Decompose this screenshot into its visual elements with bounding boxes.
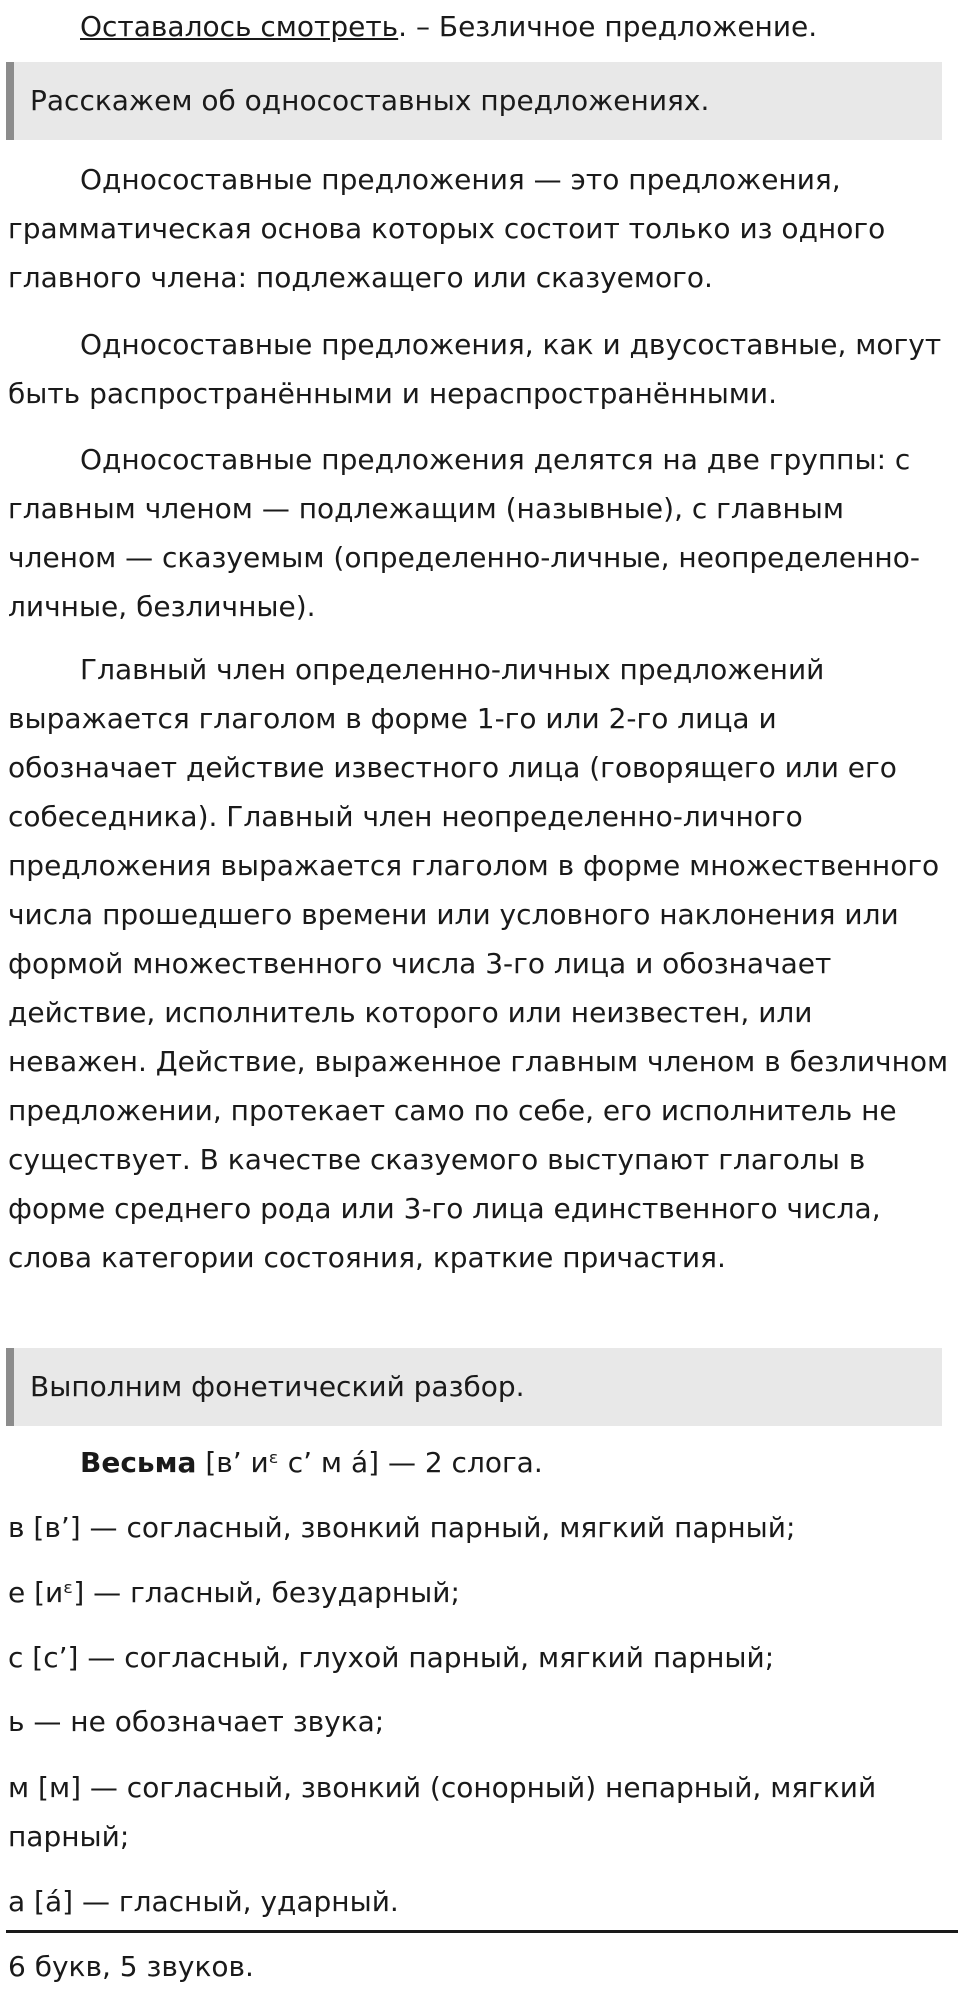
section-header-phonetic-analysis: Выполним фонетический разбор. [6, 1348, 942, 1426]
sound-line: е [иᵋ] — гласный, безударный; [8, 1576, 460, 1609]
divider-line [6, 1930, 958, 1933]
underlined-phrase: Оставалось смотреть [80, 10, 399, 43]
transcription: [в’ иᵋ с’ м а́] — 2 слога. [196, 1446, 543, 1479]
paragraph: Односоставные предложения делятся на две группы: с главным членом — подлежащим (назывные), с главным членом — сказуемым (определенно-личные, неопределенно-личные, безличные). [8, 443, 920, 623]
paragraph: Главный член определенно-личных предложений выражается глаголом в форме 1-го или 2-го лица и обозначает действие известного лица (говорящего или его собеседника). Главный член неопределенно-личного предложения выражается глаголом в форме множественного числа прошедшего времени или условного наклонения или формой множественного числа 3-го лица и обозначает действие, исполнитель которого или неизвестен, или неважен. Действие, выраженное главным членом в безличном предложении, протекает само по себе, его исполнитель не существует. В качестве сказуемого выступают глаголы в форме среднего рода или 3-го лица единственного числа, слова категории состояния, краткие причастия. [8, 653, 949, 1274]
sound-line: а [а́] — гласный, ударный. [8, 1885, 399, 1918]
intro-rest: . – Безличное предложение. [398, 10, 818, 43]
section-header-one-part-sentences: Расскажем об односоставных предложениях. [6, 62, 942, 140]
summary: 6 букв, 5 звуков. [8, 1950, 254, 1983]
paragraph: Односоставные предложения, как и двусоставные, могут быть распространёнными и нераспространёнными. [8, 328, 942, 410]
sound-line: м [м] — согласный, звонкий (сонорный) непарный, мягкий парный; [8, 1771, 877, 1853]
sound-line: с [с’] — согласный, глухой парный, мягкий парный; [8, 1641, 775, 1674]
paragraph: Односоставные предложения — это предложения, грамматическая основа которых состоит только из одного главного члена: подлежащего или сказуемого. [8, 163, 886, 294]
intro-line [80, 2, 950, 51]
word-transcription [8, 1438, 952, 1487]
sound-line: в [в’] — согласный, звонкий парный, мягкий парный; [8, 1511, 796, 1544]
sound-line: ь — не обозначает звука; [8, 1705, 385, 1738]
analyzed-word: Весьма [80, 1446, 197, 1479]
